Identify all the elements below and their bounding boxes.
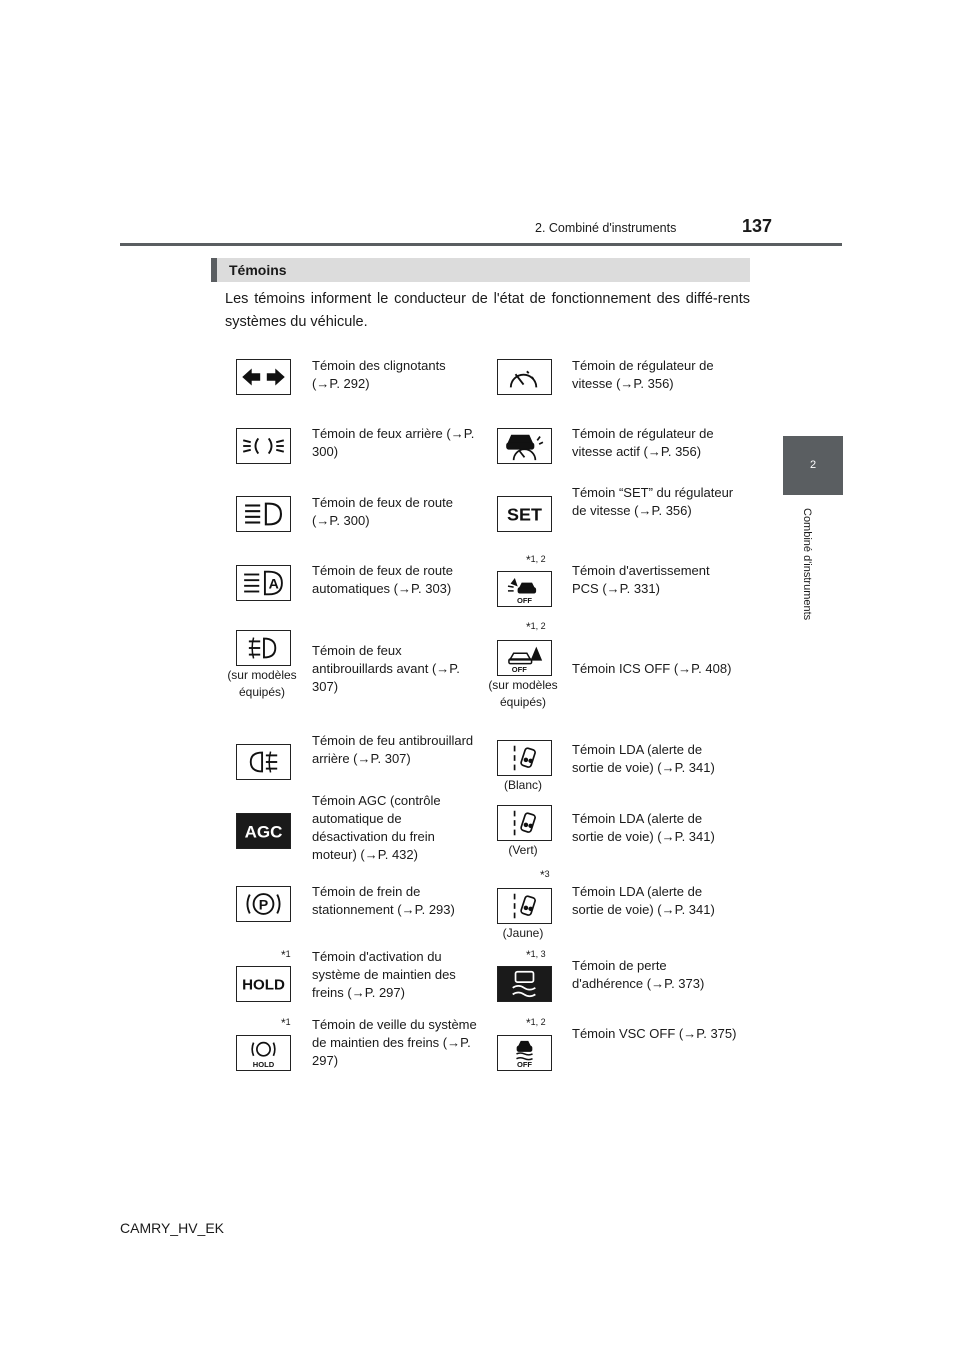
- hold-standby-icon-text: HOLD: [252, 1060, 275, 1070]
- lda-white-icon: [497, 740, 552, 776]
- right-desc-10: Témoin VSC OFF (→P. 375): [572, 1026, 737, 1041]
- left-desc-1: Témoin des clignotants (→P. 292): [312, 358, 446, 391]
- vsc-off-icon-text: OFF: [516, 1060, 533, 1070]
- right-desc-6: Témoin LDA (alerte de sortie de voie) (→P. 341): [572, 742, 715, 775]
- hold-icon-text: HOLD: [242, 976, 285, 994]
- right-asterisk-9: *$^{1, 3}$: [526, 948, 546, 962]
- rear-fog-icon: [236, 744, 291, 780]
- page-number: 137: [742, 216, 773, 236]
- slip-indicator-icon: [497, 966, 552, 1002]
- left-desc-4: Témoin de feux de route automatiques (→P. 303): [312, 563, 453, 596]
- right-desc-1: Témoin de régulateur de vitesse (→P. 356): [572, 358, 714, 391]
- set-icon-text: SET: [507, 504, 542, 525]
- section-heading: [211, 258, 750, 282]
- left-desc-2: Témoin de feux arrière (→P. 300): [312, 426, 475, 459]
- agc-icon: [236, 813, 291, 849]
- header-rule: [120, 243, 842, 246]
- right-note-8: (Jaune): [502, 926, 544, 940]
- right-note-5: (sur modèles équipés): [488, 678, 558, 709]
- left-asterisk-9: *$^1$: [281, 948, 291, 962]
- right-desc-8: Témoin LDA (alerte de sortie de voie) (→P. 341): [572, 884, 715, 917]
- right-desc-3: Témoin “SET” du régulateur de vitesse (→P. 356): [572, 485, 734, 518]
- right-desc-9: Témoin de perte d'adhérence (→P. 373): [572, 958, 705, 991]
- right-asterisk-10: *$^{1, 2}$: [526, 1016, 546, 1030]
- turn-signal-icon: [236, 359, 291, 395]
- running-head: 2. Combiné d'instruments: [535, 221, 677, 235]
- ics-off-icon: [497, 640, 552, 676]
- ics-off-icon-text: OFF: [511, 665, 527, 675]
- svg-text:A: A: [268, 576, 279, 593]
- chapter-tab: 2: [783, 436, 843, 495]
- pcs-warning-icon-text: OFF: [516, 596, 533, 606]
- right-desc-5: Témoin ICS OFF (→P. 408): [572, 661, 732, 676]
- right-desc-7: Témoin LDA (alerte de sortie de voie) (→P. 341): [572, 811, 715, 844]
- front-fog-icon: [236, 630, 291, 666]
- hold-icon: [236, 966, 291, 1002]
- right-asterisk-4: *$^{1, 2}$: [526, 553, 546, 567]
- parking-brake-icon: [236, 886, 291, 922]
- cruise-active-icon: [497, 428, 552, 464]
- tail-light-icon: [236, 428, 291, 464]
- model-code: CAMRY_HV_EK: [120, 1220, 225, 1236]
- right-desc-2: Témoin de régulateur de vitesse actif (→P. 356): [572, 426, 714, 459]
- vsc-off-icon: [497, 1035, 552, 1071]
- set-icon: [497, 496, 552, 532]
- lda-yellow-icon: [497, 888, 552, 924]
- right-asterisk-5: *$^{1, 2}$: [526, 620, 546, 634]
- left-desc-7: Témoin AGC (contrôle automatique de désactivation du frein moteur) (→P. 432): [312, 793, 441, 862]
- chapter-side-label: Combiné d'instruments: [801, 508, 813, 621]
- intro-paragraph: Les témoins informent le conducteur de l'état de fonctionnement des diffé-rents systèmes du véhicule.: [225, 291, 750, 330]
- left-desc-5: Témoin de feux antibrouillards avant (→P. 307): [312, 643, 460, 694]
- left-desc-10: Témoin de veille du système de maintien des freins (→P. 297): [312, 1017, 477, 1068]
- hold-standby-icon: [236, 1035, 291, 1071]
- left-desc-3: Témoin de feux de route (→P. 300): [312, 495, 453, 528]
- left-asterisk-10: *$^1$: [281, 1016, 291, 1030]
- left-desc-8: Témoin de frein de stationnement (→P. 293): [312, 884, 455, 917]
- cruise-control-icon: [497, 359, 552, 395]
- auto-high-beam-icon: [236, 565, 291, 601]
- left-desc-6: Témoin de feu antibrouillard arrière (→P. 307): [312, 733, 474, 766]
- right-note-7: (Vert): [508, 843, 538, 857]
- parking-brake-icon-text: P: [258, 897, 269, 914]
- lda-green-icon: [497, 805, 552, 841]
- right-desc-4: Témoin d'avertissement PCS (→P. 331): [572, 563, 710, 596]
- high-beam-icon: [236, 496, 291, 532]
- pcs-warning-icon: [497, 571, 552, 607]
- right-note-6: (Blanc): [503, 778, 542, 792]
- section-title: Témoins: [229, 262, 287, 278]
- left-note-5: (sur modèles équipés): [227, 668, 297, 699]
- agc-icon-text: AGC: [244, 822, 283, 842]
- left-desc-9: Témoin d'activation du système de maintien des freins (→P. 297): [312, 949, 456, 1000]
- right-asterisk-8: *$^3$: [540, 868, 550, 882]
